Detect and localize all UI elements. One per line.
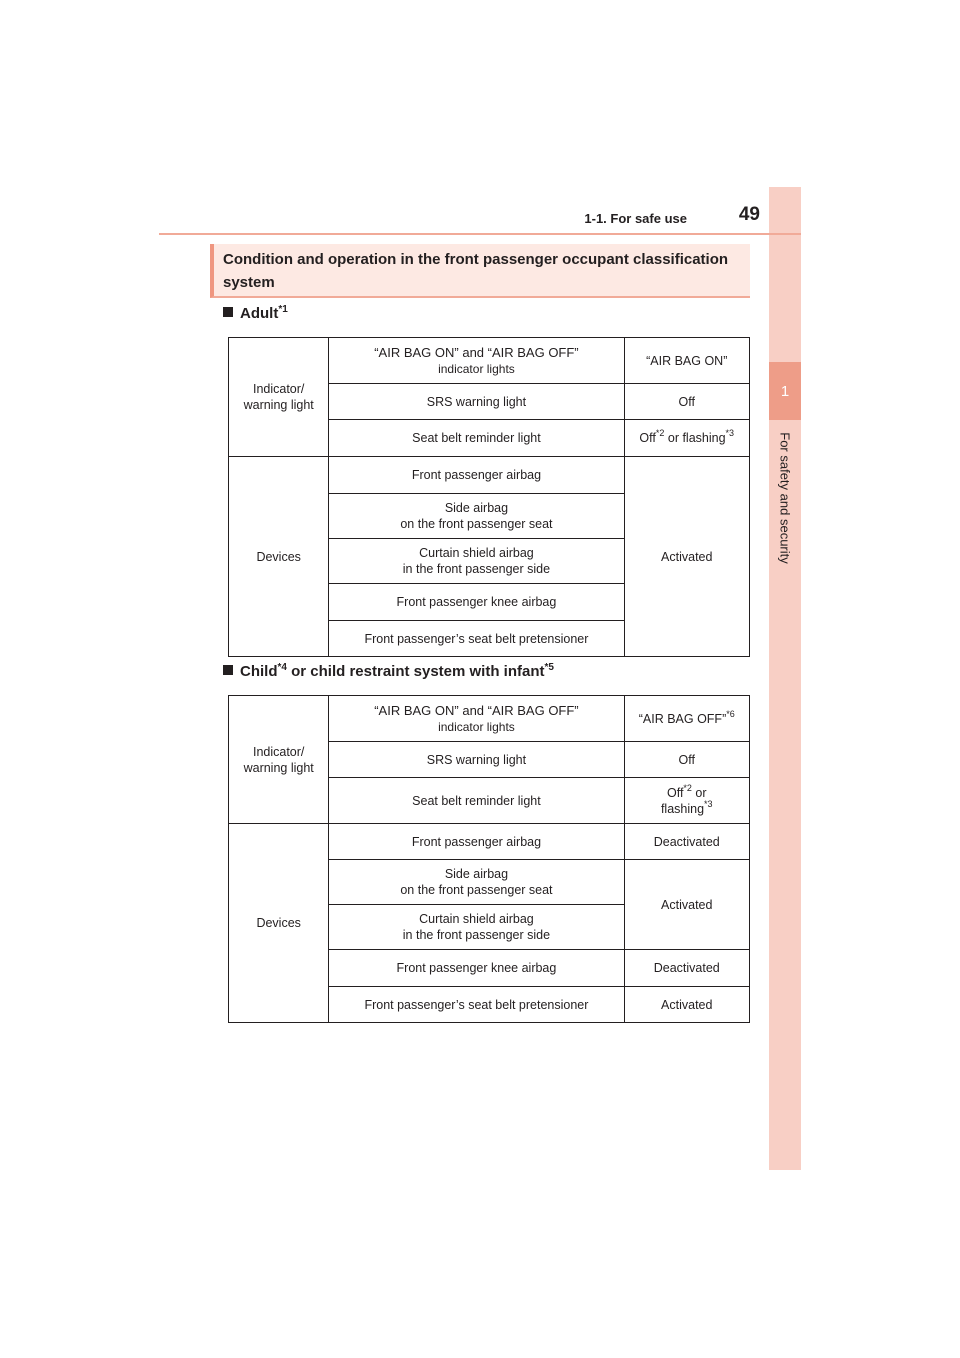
airbag-lights-value xyxy=(624,338,750,384)
devices-label: Devices xyxy=(229,824,329,1023)
device-knee-airbag-value: Deactivated xyxy=(624,950,750,987)
indicator-label-line: warning light xyxy=(243,398,314,412)
adult-heading xyxy=(223,305,288,322)
device-curtain-airbag xyxy=(329,905,624,950)
footnote-ref: *3 xyxy=(704,798,713,809)
child-heading xyxy=(223,663,554,680)
chapter-side-strip xyxy=(769,187,801,1170)
chapter-number: 1 xyxy=(780,382,790,400)
device-line: Curtain shield airbag xyxy=(419,912,534,926)
device-line: in the front passenger side xyxy=(402,928,551,942)
device-line: on the front passenger seat xyxy=(400,883,553,897)
srs-label: SRS warning light xyxy=(329,384,624,420)
value-text: Off xyxy=(666,785,684,800)
device-line: Side airbag xyxy=(444,867,509,881)
device-curtain-airbag xyxy=(329,539,624,584)
seatbelt-value xyxy=(624,420,750,457)
device-line: in the front passenger side xyxy=(402,562,551,576)
device-pretensioner: Front passenger’s seat belt pretensioner xyxy=(329,621,624,657)
indicator-label-cell xyxy=(229,696,329,824)
footnote-ref: *2 xyxy=(683,782,692,793)
airbag-lights-cell xyxy=(329,338,624,384)
device-pretensioner: Front passenger’s seat belt pretensioner xyxy=(329,987,624,1023)
device-side-curtain-value: Activated xyxy=(624,860,750,950)
footnote-ref: *3 xyxy=(725,428,735,438)
device-front-airbag: Front passenger airbag xyxy=(329,457,624,494)
section-header: 1-1. For safe use xyxy=(584,211,687,226)
airbag-lights-label: “AIR BAG ON” and “AIR BAG OFF” xyxy=(374,702,579,718)
value-text: Off xyxy=(639,431,656,445)
indicator-label-cell xyxy=(229,338,329,457)
device-pretensioner-value: Activated xyxy=(624,987,750,1023)
section-title-box xyxy=(210,244,750,298)
seatbelt-value xyxy=(624,778,750,824)
device-line: Side airbag xyxy=(444,501,509,515)
indicator-label-line: warning light xyxy=(243,760,314,775)
bullet-square-icon xyxy=(223,665,233,675)
airbag-lights-sublabel: indicator lights xyxy=(438,361,515,376)
value-text: or xyxy=(691,785,707,800)
footnote-ref: *2 xyxy=(655,428,665,438)
srs-value: Off xyxy=(624,742,750,778)
child-heading-text: or child restraint system with infant xyxy=(286,663,545,680)
chapter-title: For safety and security xyxy=(777,432,793,564)
airbag-lights-cell xyxy=(329,696,624,742)
footnote-ref: *6 xyxy=(726,708,735,719)
footnote-ref: *5 xyxy=(544,662,554,673)
device-side-airbag xyxy=(329,494,624,539)
srs-value: Off xyxy=(624,384,750,420)
adult-table xyxy=(228,337,750,657)
seatbelt-label: Seat belt reminder light xyxy=(329,420,624,457)
value-text: “AIR BAG OFF” xyxy=(638,711,727,726)
device-front-airbag-value: Deactivated xyxy=(624,824,750,860)
indicator-label-line: Indicator/ xyxy=(252,382,305,396)
srs-label: SRS warning light xyxy=(329,742,624,778)
device-front-airbag: Front passenger airbag xyxy=(329,824,624,860)
airbag-lights-label: “AIR BAG ON” and “AIR BAG OFF” xyxy=(374,344,579,360)
adult-heading-text: Adult xyxy=(240,305,279,322)
section-title: Condition and operation in the front passenger occupant classification system xyxy=(223,251,729,291)
device-knee-airbag: Front passenger knee airbag xyxy=(329,950,624,987)
footnote-ref: *4 xyxy=(277,662,287,673)
table-row xyxy=(229,457,750,494)
page-number: 49 xyxy=(738,204,760,225)
chapter-number-tab[interactable] xyxy=(769,362,801,420)
value-text: “AIR BAG ON” xyxy=(646,353,728,368)
indicator-label-line: Indicator/ xyxy=(252,744,305,759)
footnote-ref: *1 xyxy=(278,304,288,315)
airbag-lights-sublabel: indicator lights xyxy=(438,719,515,734)
value-text: or flashing xyxy=(664,431,726,445)
device-line: Curtain shield airbag xyxy=(419,546,534,560)
child-table xyxy=(228,695,750,1023)
table-row xyxy=(229,338,750,384)
devices-value: Activated xyxy=(624,457,750,657)
table-row xyxy=(229,824,750,860)
airbag-lights-value xyxy=(624,696,750,742)
header-rule xyxy=(159,233,801,235)
device-line: on the front passenger seat xyxy=(400,517,553,531)
devices-label: Devices xyxy=(229,457,329,657)
child-heading-text: Child xyxy=(240,663,278,680)
table-row xyxy=(229,696,750,742)
device-knee-airbag: Front passenger knee airbag xyxy=(329,584,624,621)
device-side-airbag xyxy=(329,860,624,905)
value-text: flashing xyxy=(660,801,705,816)
bullet-square-icon xyxy=(223,307,233,317)
seatbelt-label: Seat belt reminder light xyxy=(329,778,624,824)
